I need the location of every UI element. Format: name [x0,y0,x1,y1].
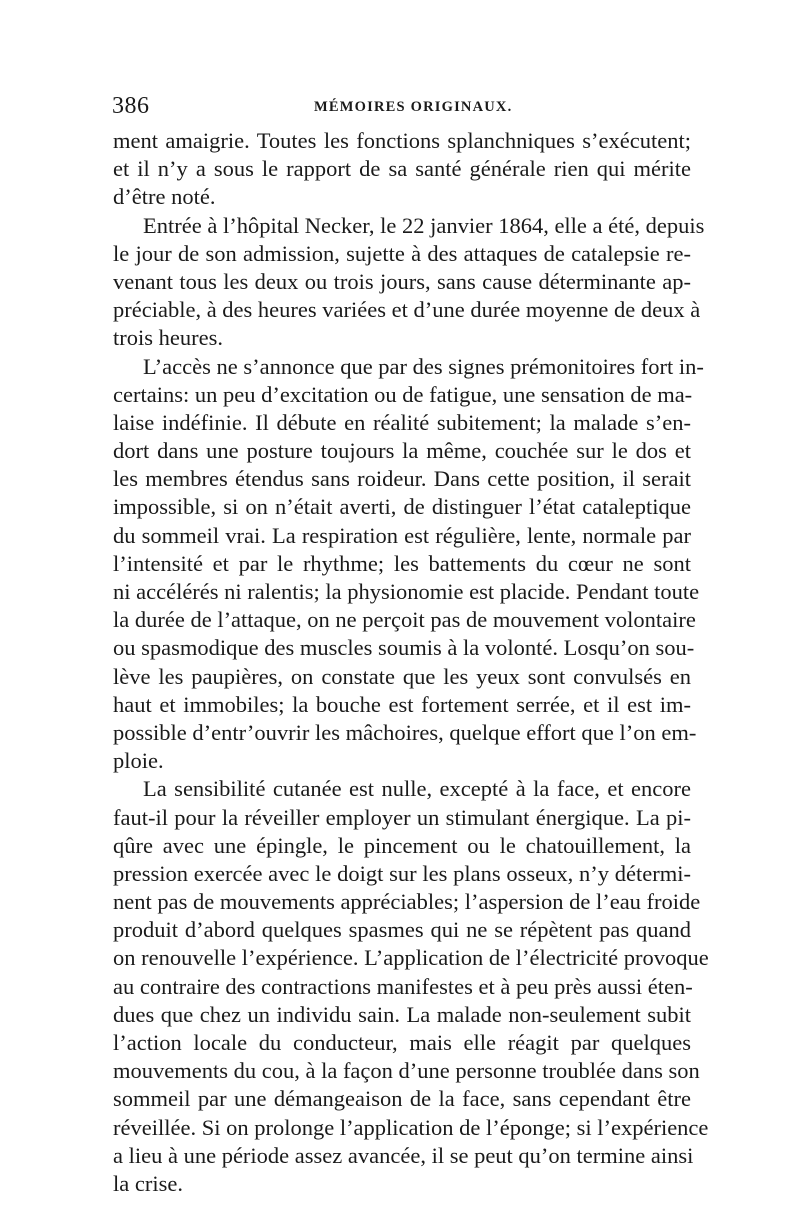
text-line: l’action locale du conducteur, mais elle réagit par quelques [113,1030,691,1055]
text-line: le jour de son admission, sujette à des attaques de catalepsie re- [113,240,691,266]
paragraph [113,212,705,353]
text-line: L’accès ne s’annonce que par des signes prémonitoires fort in- [143,353,704,379]
text-line: ni accélérés ni ralentis; la physionomie est placide. Pendant toute [113,579,700,604]
text-line: haut et immobiles; la bouche est fortement serrée, et il est im- [113,691,691,717]
paragraph [113,775,709,1198]
text-line: préciable, à des heures variées et d’une durée moyenne de deux à [113,297,701,323]
text-line: les membres étendus sans roideur. Dans cette position, il serait [113,466,691,492]
text-line: la crise. [113,1170,183,1196]
text-line: La sensibilité cutanée est nulle, excepté à la face, et encore [143,776,691,802]
text-line: certains: un peu d’excitation ou de fatigue, une sensation de ma- [113,381,693,407]
text-line: impossible, si on n’était averti, de distinguer l’état cataleptique [113,494,691,520]
paragraph [113,127,691,212]
text-line: l’intensité et par le rhythme; les battements du cœur ne sont [113,550,691,576]
text-line: et il n’y a sous le rapport de sa santé générale rien qui mérite [113,156,691,182]
text-line: on renouvelle l’expérience. L’application de l’électricité provoque [113,945,709,971]
text-line: d’être noté. [113,184,216,210]
text-line: dort dans une posture toujours la même, couchée sur le dos et [113,438,691,464]
text-line: qûre avec une épingle, le pincement ou le chatouillement, la [113,832,691,858]
text-line: dues que chez un individu sain. La malade non-seulement subit [113,1001,691,1027]
text-line: ploie. [113,748,164,774]
text-line: pression exercée avec le doigt sur les plans osseux, n’y détermi- [113,860,691,886]
text-line: la durée de l’attaque, on ne perçoit pas de mouvement volontaire [113,607,696,633]
text-line: lève les paupières, on constate que les yeux sont convulsés en [113,663,691,689]
body-text [113,127,709,1198]
text-line: mouvements du cou, à la façon d’une personne troublée dans son [113,1058,700,1084]
page-number: 386 [112,93,150,119]
text-line: du sommeil vrai. La respiration est régulière, lente, normale par [113,522,691,548]
text-line: réveillée. Si on prolonge l’application de l’éponge; si l’expérience [113,1114,709,1140]
text-line: a lieu à une période assez avancée, il se peut qu’on termine ainsi [113,1142,694,1168]
text-line: au contraire des contractions manifestes et à peu près aussi éten- [113,973,693,999]
text-line: possible d’entr’ouvrir les mâchoires, quelque effort que l’on em- [113,719,697,745]
running-title: MÉMOIRES ORIGINAUX. [314,99,513,115]
text-line: faut-il pour la réveiller employer un stimulant énergique. La pi- [113,804,691,830]
text-line: ou spasmodique des muscles soumis à la volonté. Losqu’on sou- [113,635,695,661]
text-line: ment amaigrie. Toutes les fonctions splanchniques s’exécutent; [113,128,691,153]
text-line: laise indéfinie. Il débute en réalité subitement; la malade s’en- [113,409,691,435]
running-head [112,93,697,123]
paragraph [113,353,704,776]
text-line: produit d’abord quelques spasmes qui ne se répètent pas quand [113,917,691,943]
text-line: trois heures. [113,325,223,351]
text-line: sommeil par une démangeaison de la face, sans cependant être [113,1086,691,1112]
text-line: venant tous les deux ou trois jours, sans cause déterminante ap- [113,268,691,294]
text-line: Entrée à l’hôpital Necker, le 22 janvier 1864, elle a été, depuis [143,212,705,238]
text-line: nent pas de mouvements appréciables; l’aspersion de l’eau froide [113,889,701,915]
